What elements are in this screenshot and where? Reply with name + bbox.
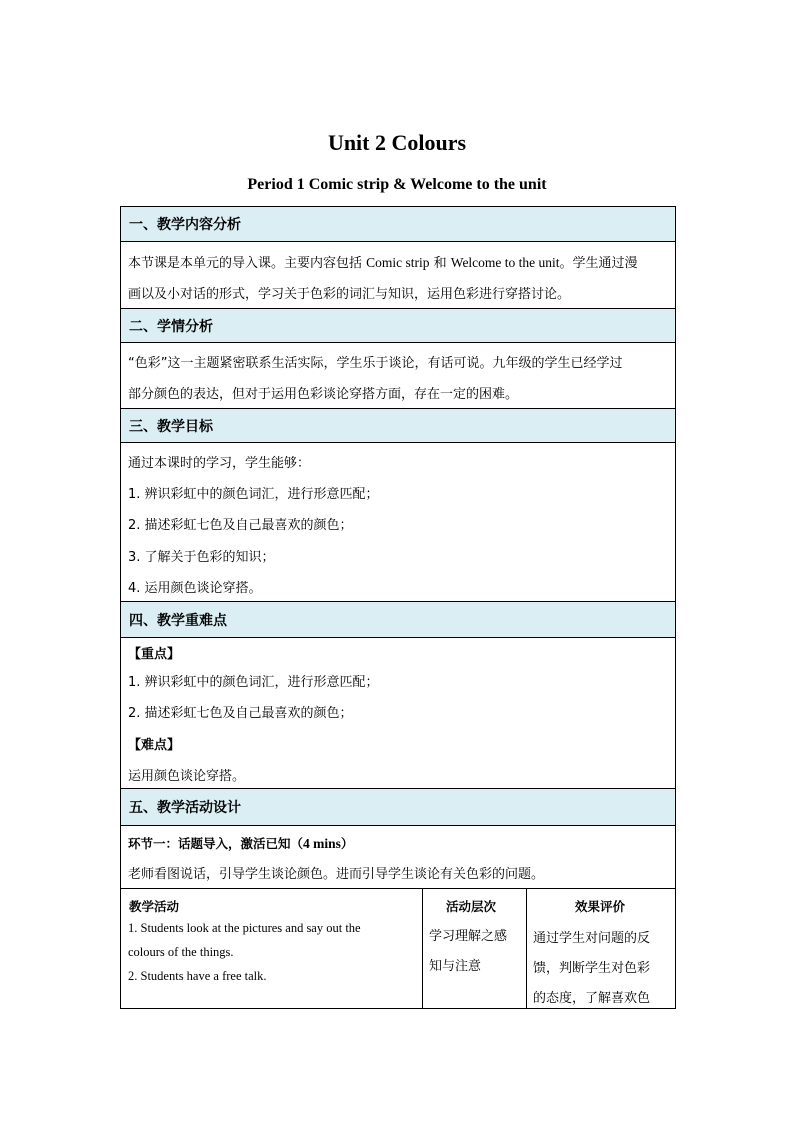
objective-item: 4. 运用颜色谈论穿搭。 xyxy=(128,581,262,596)
activity-item: colours of the things. xyxy=(128,945,234,959)
divider xyxy=(121,442,675,443)
student-analysis-line-2: 部分颜色的表达，但对于运用色彩谈论穿搭方面，存在一定的困难。 xyxy=(128,387,519,402)
doc-title: Unit 2 Colours xyxy=(327,130,467,155)
objective-item: 1. 辨识彩虹中的颜色词汇，进行形意匹配； xyxy=(128,487,379,502)
objective-item: 2. 描述彩虹七色及自己最喜欢的颜色； xyxy=(128,518,353,533)
activity-item: 1. Students look at the pictures and say out the xyxy=(128,921,361,935)
student-analysis-line-1: “色彩”这一主题紧密联系生活实际，学生乐于谈论，有话可说。九年级的学生已经学过 xyxy=(128,356,623,371)
objectives-intro: 通过本课时的学习，学生能够： xyxy=(128,456,311,471)
column-header-evaluation: 效果评价 xyxy=(575,899,626,914)
divider xyxy=(121,342,675,343)
activity-item: 2. Students have a free talk. xyxy=(128,969,267,983)
effect-evaluation: 通过学生对问题的反 馈，判断学生对色彩 的态度，了解喜欢色 xyxy=(533,931,651,1006)
key-point-item: 2. 描述彩虹七色及自己最喜欢的颜色； xyxy=(128,706,353,721)
objective-item: 3. 了解关于色彩的知识； xyxy=(128,550,275,565)
section-header-student-analysis: 二、学情分析 xyxy=(121,309,675,342)
lesson-plan-table xyxy=(120,206,676,1009)
divider xyxy=(121,825,675,826)
column-header-level: 活动层次 xyxy=(446,899,497,914)
column-divider xyxy=(526,888,527,1009)
section-header-key-points: 四、教学重难点 xyxy=(121,602,675,637)
divider xyxy=(121,888,675,889)
content-analysis-line-2: 画以及小对话的形式，学习关于色彩的词汇与知识，运用色彩进行穿搭讨论。 xyxy=(128,287,571,302)
doc-subtitle: Period 1 Comic strip & Welcome to the unit xyxy=(247,176,547,193)
section-header-content-analysis: 一、教学内容分析 xyxy=(121,207,675,241)
content-analysis-line-1: 本节课是本单元的导入课。主要内容包括 Comic strip 和 Welcome to the unit。学生通过漫 xyxy=(128,255,638,271)
divider xyxy=(121,637,675,638)
key-point-item: 1. 辨识彩虹中的颜色词汇，进行形意匹配； xyxy=(128,675,379,690)
divider xyxy=(121,241,675,242)
section-header-teaching-objectives: 三、教学目标 xyxy=(121,409,675,442)
column-divider xyxy=(422,888,423,1009)
step-one-description: 老师看图说话，引导学生谈论颜色。进而引导学生谈论有关色彩的问题。 xyxy=(128,867,545,882)
step-one-heading: 环节一：话题导入，激活已知（4 mins） xyxy=(128,836,354,851)
key-points-label: 【重点】 xyxy=(128,647,181,662)
section-header-activity-design: 五、教学活动设计 xyxy=(121,789,675,825)
activity-level: 学习理解之感 知与注意 xyxy=(429,929,508,974)
difficult-point-text: 运用颜色谈论穿搭。 xyxy=(128,769,246,784)
difficult-points-label: 【难点】 xyxy=(128,738,181,753)
column-header-activity: 教学活动 xyxy=(129,899,180,914)
